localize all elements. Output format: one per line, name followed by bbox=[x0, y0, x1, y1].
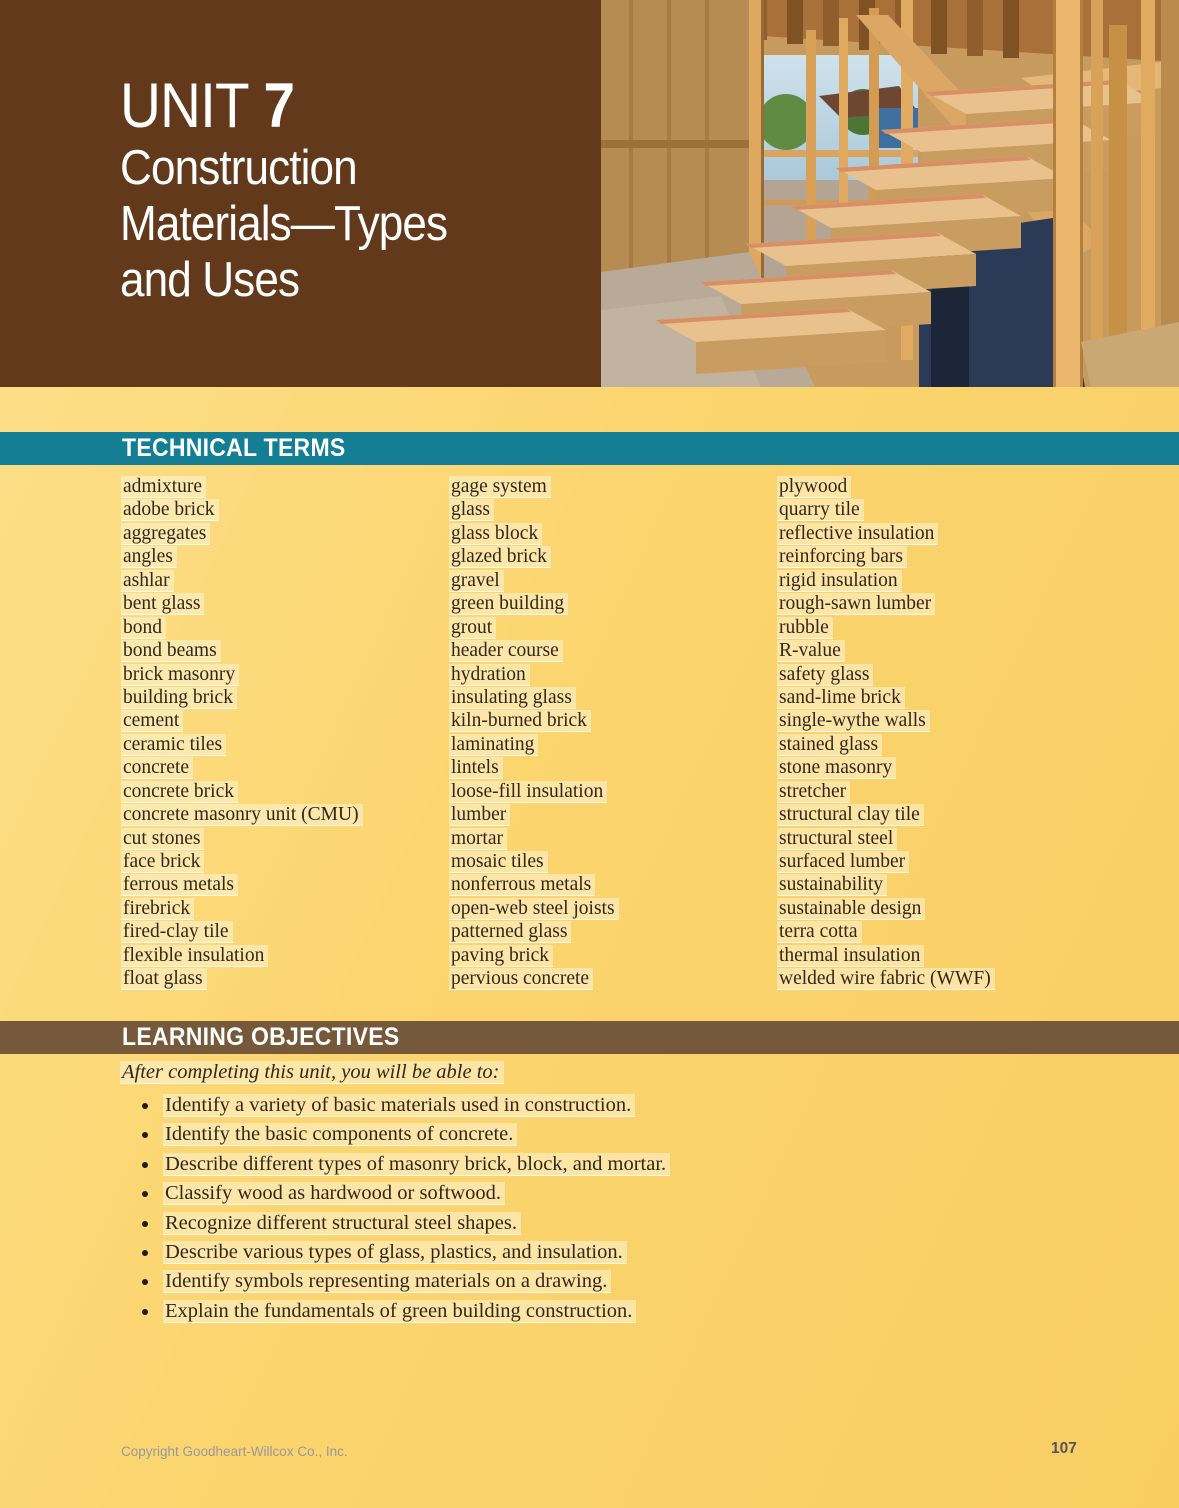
term-item bbox=[121, 874, 363, 897]
term-item bbox=[449, 781, 619, 804]
term-item bbox=[777, 804, 995, 827]
term-item bbox=[121, 968, 363, 991]
term-item bbox=[121, 781, 363, 804]
term-item-text: ceramic tiles bbox=[121, 734, 226, 755]
term-item bbox=[777, 499, 995, 522]
term-item-text: float glass bbox=[121, 968, 207, 989]
term-item-text: concrete brick bbox=[121, 781, 238, 802]
term-item bbox=[449, 664, 619, 687]
term-item-text: cement bbox=[121, 710, 183, 731]
objective-item bbox=[140, 1241, 670, 1270]
term-item-text: grout bbox=[449, 617, 496, 638]
term-item bbox=[777, 734, 995, 757]
term-item-text: plywood bbox=[777, 476, 851, 497]
term-item bbox=[121, 476, 363, 499]
staircase-photo-illustration bbox=[601, 0, 1179, 387]
term-item bbox=[449, 687, 619, 710]
term-item-text: loose-fill insulation bbox=[449, 781, 607, 802]
term-item bbox=[777, 851, 995, 874]
term-item-text: kiln-burned brick bbox=[449, 710, 591, 731]
term-item-text: lintels bbox=[449, 757, 503, 778]
term-item bbox=[121, 687, 363, 710]
term-item bbox=[777, 757, 995, 780]
term-item bbox=[777, 570, 995, 593]
unit-title-line-3: and Uses bbox=[120, 253, 300, 307]
term-item-text: laminating bbox=[449, 734, 538, 755]
objective-item bbox=[140, 1300, 670, 1329]
footer-copyright: Copyright Goodheart-Willcox Co., Inc. bbox=[121, 1444, 348, 1459]
objective-item-text: Classify wood as hardwood or softwood. bbox=[163, 1182, 505, 1204]
term-item-text: aggregates bbox=[121, 523, 210, 544]
term-item-text: glass bbox=[449, 499, 494, 520]
term-item-text: terra cotta bbox=[777, 921, 862, 942]
term-item-text: paving brick bbox=[449, 945, 553, 966]
objective-item-text: Identify symbols representing materials on a drawing. bbox=[163, 1270, 611, 1292]
term-item bbox=[449, 570, 619, 593]
term-item bbox=[449, 734, 619, 757]
term-item bbox=[777, 687, 995, 710]
term-item-text: nonferrous metals bbox=[449, 874, 595, 895]
term-item-text: brick masonry bbox=[121, 664, 239, 685]
term-item bbox=[777, 617, 995, 640]
term-item-text: insulating glass bbox=[449, 687, 576, 708]
term-item-text: face brick bbox=[121, 851, 204, 872]
term-item bbox=[449, 851, 619, 874]
term-item-text: patterned glass bbox=[449, 921, 571, 942]
term-item-text: reflective insulation bbox=[777, 523, 938, 544]
term-item bbox=[449, 710, 619, 733]
term-item bbox=[121, 828, 363, 851]
term-item bbox=[121, 617, 363, 640]
term-item bbox=[777, 710, 995, 733]
term-item-text: bond bbox=[121, 617, 166, 638]
objective-item bbox=[140, 1212, 670, 1241]
term-item bbox=[449, 523, 619, 546]
term-item bbox=[777, 523, 995, 546]
technical-terms-heading: TECHNICAL TERMS bbox=[122, 434, 346, 462]
technical-terms-banner bbox=[0, 432, 1179, 465]
terms-column-1 bbox=[121, 476, 363, 992]
term-item-text: rubble bbox=[777, 617, 833, 638]
unit-number: 7 bbox=[263, 71, 295, 141]
term-item bbox=[449, 640, 619, 663]
term-item bbox=[121, 851, 363, 874]
term-item bbox=[777, 921, 995, 944]
term-item bbox=[449, 593, 619, 616]
objective-item-text: Recognize different structural steel shapes. bbox=[163, 1212, 521, 1234]
term-item bbox=[777, 640, 995, 663]
learning-objectives-list bbox=[140, 1094, 670, 1329]
term-item bbox=[121, 664, 363, 687]
learning-objectives-heading: LEARNING OBJECTIVES bbox=[122, 1023, 400, 1051]
term-item bbox=[449, 968, 619, 991]
page-number: 107 bbox=[1051, 1440, 1077, 1457]
term-item-text: pervious concrete bbox=[449, 968, 593, 989]
term-item-text: bond beams bbox=[121, 640, 221, 661]
objective-item-text: Identify a variety of basic materials used in construction. bbox=[163, 1094, 635, 1116]
term-item bbox=[777, 781, 995, 804]
term-item-text: concrete bbox=[121, 757, 193, 778]
term-item-text: stretcher bbox=[777, 781, 850, 802]
term-item bbox=[121, 640, 363, 663]
term-item bbox=[121, 593, 363, 616]
term-item-text: structural clay tile bbox=[777, 804, 924, 825]
objective-item-text: Describe different types of masonry brick, block, and mortar. bbox=[163, 1153, 670, 1175]
term-item-text: sustainable design bbox=[777, 898, 925, 919]
term-item-text: sand-lime brick bbox=[777, 687, 905, 708]
term-item-text: surfaced lumber bbox=[777, 851, 909, 872]
term-item bbox=[449, 828, 619, 851]
term-item-text: stone masonry bbox=[777, 757, 896, 778]
term-item bbox=[777, 664, 995, 687]
objective-item bbox=[140, 1182, 670, 1211]
term-item-text: firebrick bbox=[121, 898, 194, 919]
objective-item-text: Describe various types of glass, plastics, and insulation. bbox=[163, 1241, 627, 1263]
term-item-text: ashlar bbox=[121, 570, 174, 591]
learning-objectives-intro bbox=[120, 1061, 504, 1084]
term-item-text: building brick bbox=[121, 687, 237, 708]
term-item bbox=[449, 804, 619, 827]
term-item-text: mortar bbox=[449, 828, 507, 849]
term-item-text: gage system bbox=[449, 476, 551, 497]
term-item-text: safety glass bbox=[777, 664, 873, 685]
term-item bbox=[449, 945, 619, 968]
term-item-text: green building bbox=[449, 593, 568, 614]
term-item-text: glass block bbox=[449, 523, 542, 544]
terms-column-2 bbox=[449, 476, 619, 992]
unit-title-line-2: Materials—Types bbox=[120, 197, 448, 251]
term-item-text: thermal insulation bbox=[777, 945, 924, 966]
term-item-text: quarry tile bbox=[777, 499, 864, 520]
term-item-text: header course bbox=[449, 640, 563, 661]
objective-item bbox=[140, 1123, 670, 1152]
term-item-text: gravel bbox=[449, 570, 504, 591]
term-item bbox=[449, 898, 619, 921]
term-item bbox=[121, 804, 363, 827]
term-item-text: stained glass bbox=[777, 734, 882, 755]
objective-item-text: Explain the fundamentals of green building construction. bbox=[163, 1300, 636, 1322]
learning-objectives-banner bbox=[0, 1021, 1179, 1054]
term-item-text: angles bbox=[121, 546, 177, 567]
term-item bbox=[121, 734, 363, 757]
term-item-text: mosaic tiles bbox=[449, 851, 548, 872]
term-item-text: glazed brick bbox=[449, 546, 551, 567]
term-item-text: admixture bbox=[121, 476, 206, 497]
term-item bbox=[121, 757, 363, 780]
term-item bbox=[121, 499, 363, 522]
term-item bbox=[777, 968, 995, 991]
unit-label: UNIT bbox=[120, 71, 249, 141]
term-item bbox=[777, 874, 995, 897]
term-item-text: welded wire fabric (WWF) bbox=[777, 968, 995, 989]
term-item bbox=[121, 921, 363, 944]
term-item bbox=[121, 945, 363, 968]
term-item-text: rough-sawn lumber bbox=[777, 593, 935, 614]
term-item bbox=[121, 570, 363, 593]
learning-objectives-intro-text: After completing this unit, you will be able to: bbox=[120, 1061, 504, 1083]
unit-title-block bbox=[120, 72, 447, 308]
term-item bbox=[121, 710, 363, 733]
term-item-text: fired-clay tile bbox=[121, 921, 233, 942]
term-item-text: flexible insulation bbox=[121, 945, 268, 966]
term-item bbox=[449, 921, 619, 944]
construction-photo bbox=[601, 0, 1179, 387]
term-item bbox=[449, 476, 619, 499]
term-item bbox=[449, 617, 619, 640]
term-item-text: R-value bbox=[777, 640, 845, 661]
term-item-text: ferrous metals bbox=[121, 874, 238, 895]
term-item-text: open-web steel joists bbox=[449, 898, 619, 919]
term-item bbox=[777, 898, 995, 921]
term-item-text: reinforcing bars bbox=[777, 546, 907, 567]
term-item-text: lumber bbox=[449, 804, 510, 825]
unit-title-line-1: Construction bbox=[120, 141, 357, 195]
term-item bbox=[121, 898, 363, 921]
objective-item bbox=[140, 1094, 670, 1123]
term-item bbox=[777, 593, 995, 616]
term-item-text: structural steel bbox=[777, 828, 897, 849]
term-item bbox=[121, 546, 363, 569]
objective-item bbox=[140, 1270, 670, 1299]
term-item bbox=[449, 546, 619, 569]
term-item bbox=[777, 546, 995, 569]
term-item-text: sustainability bbox=[777, 874, 887, 895]
unit-number-line bbox=[120, 72, 447, 140]
term-item-text: concrete masonry unit (CMU) bbox=[121, 804, 363, 825]
term-item-text: single-wythe walls bbox=[777, 710, 930, 731]
term-item-text: cut stones bbox=[121, 828, 204, 849]
term-item bbox=[449, 499, 619, 522]
term-item-text: hydration bbox=[449, 664, 530, 685]
term-item bbox=[121, 523, 363, 546]
term-item bbox=[449, 874, 619, 897]
term-item-text: rigid insulation bbox=[777, 570, 902, 591]
term-item bbox=[777, 476, 995, 499]
objective-item bbox=[140, 1153, 670, 1182]
objective-item-text: Identify the basic components of concrete. bbox=[163, 1123, 517, 1145]
term-item bbox=[449, 757, 619, 780]
term-item-text: bent glass bbox=[121, 593, 204, 614]
term-item bbox=[777, 828, 995, 851]
term-item bbox=[777, 945, 995, 968]
terms-column-3 bbox=[777, 476, 995, 992]
term-item-text: adobe brick bbox=[121, 499, 219, 520]
